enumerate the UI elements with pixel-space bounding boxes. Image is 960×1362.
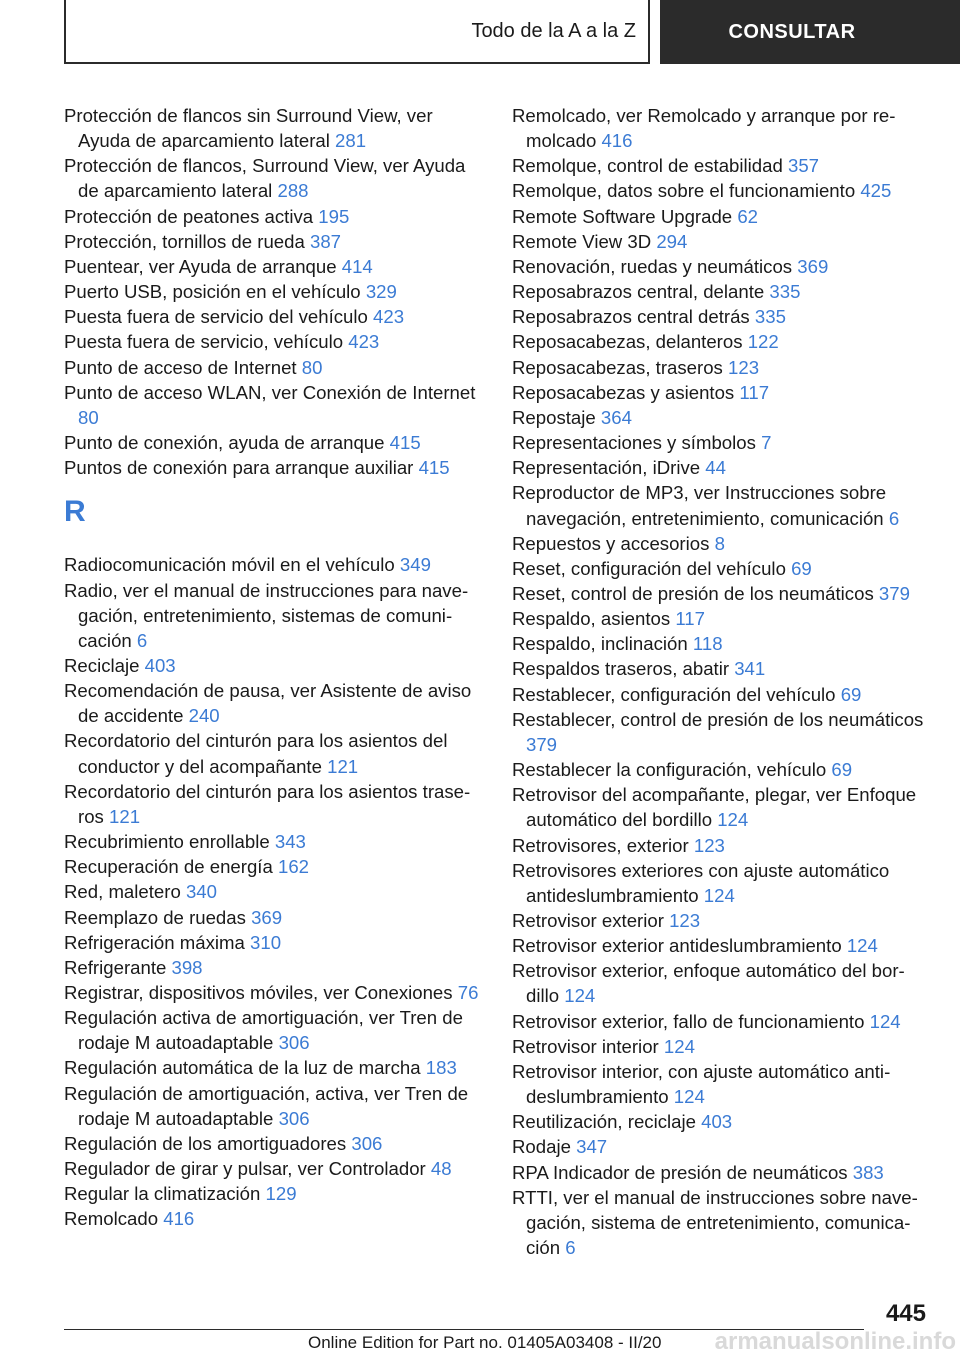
index-entry xyxy=(64,1055,484,1080)
index-group-p xyxy=(64,103,484,480)
index-entry xyxy=(64,355,484,380)
index-entry-text: Retrovisor interior, con ajuste automático antideslumbramiento xyxy=(512,1060,891,1108)
tab-consult-label: CONSULTAR xyxy=(728,20,856,43)
index-entry xyxy=(64,980,484,1005)
page-reference-link[interactable]: 123 xyxy=(693,834,725,856)
index-entry xyxy=(512,707,930,757)
index-entry xyxy=(64,279,484,304)
index-entry xyxy=(512,304,930,329)
index-entry-text: Reproductor de MP3, ver Instrucciones sobre navegación, entretenimiento, comunicación xyxy=(512,482,887,529)
page-reference-link[interactable]: 335 xyxy=(754,306,786,328)
page-reference-link[interactable]: 379 xyxy=(526,733,558,755)
index-entry-text: Refrigerante xyxy=(64,956,167,978)
index-entry-text: Remolque, datos sobre el funcionamiento xyxy=(512,180,856,202)
index-entry xyxy=(512,531,930,556)
index-column-right xyxy=(512,103,930,1260)
index-entry xyxy=(64,930,484,955)
index-entry xyxy=(512,556,930,581)
page-reference-link[interactable]: 349 xyxy=(399,554,431,576)
index-entry xyxy=(512,1009,930,1034)
index-entry-text: Protección de flancos, Surround View, ver Ayuda de aparcamiento lateral xyxy=(64,155,466,202)
index-entry xyxy=(512,254,930,279)
page-reference-link[interactable]: 183 xyxy=(425,1057,457,1079)
page-reference-link[interactable]: 124 xyxy=(703,884,735,906)
page-reference-link[interactable]: 124 xyxy=(564,985,596,1007)
tab-consult[interactable] xyxy=(660,0,960,64)
index-entry-text: Respaldos traseros, abatir xyxy=(512,658,730,680)
index-entry-text: Respaldo, asientos xyxy=(512,608,671,630)
page-reference-link[interactable]: 387 xyxy=(310,230,342,252)
index-entry-text: Remolcado, ver Remolcado y arranque por remolcado xyxy=(512,105,896,152)
index-entry-text: Remote View 3D xyxy=(512,230,652,252)
index-column-left xyxy=(64,103,484,1232)
index-entry xyxy=(64,329,484,354)
tab-a-to-z[interactable] xyxy=(64,0,650,64)
index-entry-text: Punto de acceso de Internet xyxy=(64,356,297,378)
index-entry-text: Red, maletero xyxy=(64,881,181,903)
index-entry xyxy=(512,958,930,1008)
index-entry xyxy=(64,578,484,653)
page-reference-link[interactable]: 8 xyxy=(714,532,725,554)
index-entry-text: Recuperación de energía xyxy=(64,856,273,878)
page-reference-link[interactable]: 423 xyxy=(348,331,380,353)
index-entry-text: Retrovisores exteriores con ajuste automático antideslumbramiento xyxy=(512,859,890,906)
index-entry-text: Restablecer, control de presión de los neumáticos xyxy=(512,708,924,730)
index-entry xyxy=(512,1160,930,1185)
page-reference-link[interactable]: 195 xyxy=(318,205,350,227)
index-group-r xyxy=(64,552,484,1231)
page-reference-link[interactable]: 383 xyxy=(852,1161,884,1183)
page-reference-link[interactable]: 364 xyxy=(600,406,632,428)
index-entry xyxy=(512,229,930,254)
index-entry xyxy=(64,229,484,254)
index-entry-text: Remolcado xyxy=(64,1208,159,1230)
index-entry xyxy=(64,728,484,778)
page-reference-link[interactable]: 123 xyxy=(728,356,760,378)
index-entry xyxy=(512,1059,930,1109)
page-reference-link[interactable]: 124 xyxy=(673,1086,705,1108)
index-entry xyxy=(64,204,484,229)
index-entry xyxy=(64,829,484,854)
index-entry xyxy=(64,153,484,203)
index-entry-text: Reposacabezas, traseros xyxy=(512,356,723,378)
page-reference-link[interactable]: 335 xyxy=(769,281,801,303)
page-reference-link[interactable]: 117 xyxy=(739,381,770,403)
page-reference-link[interactable]: 121 xyxy=(109,805,141,827)
page-reference-link[interactable]: 240 xyxy=(188,705,220,727)
page-reference-link[interactable]: 129 xyxy=(265,1183,297,1205)
page-reference-link[interactable]: 6 xyxy=(136,629,148,651)
index-entry-text: Regulación automática de la luz de marcha xyxy=(64,1057,421,1079)
index-entry-text: Reposacabezas, delanteros xyxy=(512,331,743,353)
page-number: 445 xyxy=(885,1300,926,1327)
index-entry-text: Radio, ver el manual de instrucciones para navegación, entretenimiento, sistemas de comunicación xyxy=(64,579,469,651)
index-entry xyxy=(512,1134,930,1159)
index-entry-text: Remote Software Upgrade xyxy=(512,205,733,227)
page-reference-link[interactable]: 123 xyxy=(669,910,701,931)
index-entry xyxy=(512,405,930,430)
page-reference-link[interactable]: 369 xyxy=(251,906,283,928)
page-reference-link[interactable]: 343 xyxy=(274,831,306,853)
index-entry-text: Retrovisor exterior, fallo de funcionamiento xyxy=(512,1010,865,1032)
index-entry-text: Protección, tornillos de rueda xyxy=(64,230,305,252)
page-reference-link[interactable]: 76 xyxy=(457,982,479,1003)
index-entry-text: Regular la climatización xyxy=(64,1183,261,1205)
page-reference-link[interactable]: 69 xyxy=(791,557,812,579)
index-entry-text: Repuestos y accesorios xyxy=(512,532,710,554)
index-entry-text: Radiocomunicación móvil en el vehículo xyxy=(64,554,395,576)
index-entry-text: Regulación de los amortiguadores xyxy=(64,1132,347,1154)
header-tabs xyxy=(64,0,960,64)
index-entry xyxy=(512,757,930,782)
page-reference-link[interactable]: 403 xyxy=(144,654,176,676)
page-reference-link[interactable]: 294 xyxy=(656,230,688,252)
index-entry-text: Regulación activa de amortiguación, ver Tren de rodaje M autoadaptable xyxy=(64,1007,463,1054)
index-entry xyxy=(512,178,930,203)
index-entry-text: Reutilización, reciclaje xyxy=(512,1111,696,1133)
page-reference-link[interactable]: 306 xyxy=(278,1107,310,1129)
page-reference-link[interactable]: 398 xyxy=(171,956,203,978)
index-entry xyxy=(512,858,930,908)
page-reference-link[interactable]: 329 xyxy=(365,281,397,303)
index-entry-text: Regulador de girar y pulsar, ver Controlador xyxy=(64,1158,426,1180)
index-entry-text: Punto de conexión, ayuda de arranque xyxy=(64,432,385,454)
index-entry xyxy=(64,879,484,904)
page-reference-link[interactable]: 415 xyxy=(418,457,450,479)
page-reference-link[interactable]: 62 xyxy=(737,205,758,227)
page-reference-link[interactable]: 416 xyxy=(163,1208,195,1230)
index-entry xyxy=(512,581,930,606)
index-entry-text: Recomendación de pausa, ver Asistente de aviso de accidente xyxy=(64,680,472,727)
page-reference-link[interactable]: 117 xyxy=(675,608,705,630)
index-entry-text: Representación, iDrive xyxy=(512,457,701,479)
page-reference-link[interactable]: 281 xyxy=(335,130,367,152)
index-entry-text: Puntos de conexión para arranque auxiliar xyxy=(64,457,414,479)
page-reference-link[interactable]: 69 xyxy=(840,683,862,705)
index-entry-text: Reposabrazos central, delante xyxy=(512,281,765,303)
index-entry-text: Registrar, dispositivos móviles, ver Conexiones xyxy=(64,982,453,1003)
index-entry xyxy=(64,552,484,577)
page-reference-link[interactable]: 124 xyxy=(717,809,749,831)
index-entry xyxy=(64,103,484,153)
index-entry xyxy=(512,1034,930,1059)
index-entry xyxy=(64,1156,484,1181)
index-entry-text: Rodaje xyxy=(512,1136,571,1158)
page-reference-link[interactable]: 340 xyxy=(185,881,217,903)
index-entry xyxy=(512,153,930,178)
index-group-r-continued xyxy=(512,103,930,1260)
index-entry-text: RTTI, ver el manual de instrucciones sobre navegación, sistema de entretenimiento, comunicación xyxy=(512,1186,918,1259)
index-entry xyxy=(64,1181,484,1206)
page-reference-link[interactable]: 6 xyxy=(565,1237,576,1259)
index-entry-text: Reemplazo de ruedas xyxy=(64,906,246,928)
index-entry xyxy=(64,653,484,678)
page-reference-link[interactable]: 118 xyxy=(692,633,723,655)
index-entry xyxy=(64,254,484,279)
index-entry-text: Punto de acceso WLAN, ver Conexión de Internet xyxy=(64,381,476,403)
index-entry xyxy=(512,782,930,832)
index-entry xyxy=(512,606,930,631)
index-entry xyxy=(64,955,484,980)
index-entry-text: Reset, control de presión de los neumáticos xyxy=(512,582,874,604)
index-entry xyxy=(64,905,484,930)
index-entry xyxy=(64,779,484,829)
watermark: armanualsonline.info xyxy=(714,1328,956,1355)
index-entry xyxy=(64,1081,484,1131)
page-reference-link[interactable]: 80 xyxy=(301,356,323,378)
index-entry-text: RPA Indicador de presión de neumáticos xyxy=(512,1161,848,1183)
index-entry-text: Respaldo, inclinación xyxy=(512,633,688,655)
index-entry-text: Restablecer, configuración del vehículo xyxy=(512,683,836,705)
page-reference-link[interactable]: 357 xyxy=(787,155,820,177)
index-entry xyxy=(64,1206,484,1231)
index-entry-text: Renovación, ruedas y neumáticos xyxy=(512,255,793,277)
index-entry xyxy=(64,1005,484,1055)
index-entry xyxy=(64,380,484,430)
index-entry xyxy=(512,656,930,681)
footer-edition: Online Edition for Part no. 01405A03408 - II/20 xyxy=(308,1333,662,1352)
page-reference-link[interactable]: 341 xyxy=(734,658,766,680)
index-entry-text: Reciclaje xyxy=(64,654,140,676)
index-entry-text: Recordatorio del cinturón para los asientos traseros xyxy=(64,780,471,827)
index-entry xyxy=(64,304,484,329)
index-entry-text: Reposabrazos central detrás xyxy=(512,306,750,328)
index-entry-text: Retrovisor exterior, enfoque automático del bordillo xyxy=(512,960,905,1007)
index-entry-text: Restablecer la configuración, vehículo xyxy=(512,759,827,781)
index-entry-text: Retrovisor exterior antideslumbramiento xyxy=(512,935,842,957)
page-reference-link[interactable]: 288 xyxy=(277,180,309,202)
index-entry-text: Protección de flancos sin Surround View, ver Ayuda de aparcamiento lateral xyxy=(64,105,433,152)
index-entry xyxy=(512,329,930,354)
index-entry-text: Remolque, control de estabilidad xyxy=(512,155,783,177)
index-entry xyxy=(512,933,930,958)
page-reference-link[interactable]: 423 xyxy=(373,306,405,328)
tab-a-to-z-label: Todo de la A a la Z xyxy=(471,19,636,42)
page-reference-link[interactable]: 48 xyxy=(430,1158,452,1180)
index-entry xyxy=(64,854,484,879)
index-entry xyxy=(512,631,930,656)
index-entry-text: Reset, configuración del vehículo xyxy=(512,557,786,579)
page-reference-link[interactable]: 122 xyxy=(747,331,779,353)
index-entry xyxy=(512,455,930,480)
index-entry-text: Retrovisor exterior xyxy=(512,910,664,931)
index-entry xyxy=(512,355,930,380)
page-reference-link[interactable]: 379 xyxy=(878,582,910,604)
index-entry-text: Retrovisores, exterior xyxy=(512,834,689,856)
index-entry xyxy=(512,908,930,933)
page-reference-link[interactable]: 310 xyxy=(250,931,282,953)
page-reference-link[interactable]: 403 xyxy=(701,1111,733,1133)
page-reference-link[interactable]: 80 xyxy=(78,406,99,428)
index-entry xyxy=(512,103,930,153)
index-entry-text: Puerto USB, posición en el vehículo xyxy=(64,281,361,303)
page-reference-link[interactable]: 6 xyxy=(888,507,900,529)
index-entry-text: Retrovisor del acompañante, plegar, ver Enfoque automático del bordillo xyxy=(512,784,917,831)
index-entry-text: Recordatorio del cinturón para los asientos del conductor y del acompañante xyxy=(64,730,448,777)
page-reference-link[interactable]: 124 xyxy=(846,935,878,957)
index-entry xyxy=(64,455,484,480)
index-entry-text: Recubrimiento enrollable xyxy=(64,831,270,853)
index-entry-text: Puesta fuera de servicio, vehículo xyxy=(64,331,344,353)
index-entry xyxy=(512,480,930,530)
index-entry xyxy=(512,833,930,858)
index-entry xyxy=(512,279,930,304)
page-reference-link[interactable]: 7 xyxy=(761,432,772,454)
index-entry-text: Puentear, ver Ayuda de arranque xyxy=(64,255,337,277)
index-entry-text: Regulación de amortiguación, activa, ver Tren de rodaje M autoadaptable xyxy=(64,1082,469,1129)
page-reference-link[interactable]: 347 xyxy=(576,1136,608,1158)
page-reference-link[interactable]: 162 xyxy=(277,856,310,878)
page-reference-link[interactable]: 425 xyxy=(860,180,892,202)
index-entry-text: Retrovisor interior xyxy=(512,1035,659,1057)
index-entry-text: Representaciones y símbolos xyxy=(512,432,756,454)
index-entry-text: Refrigeración máxima xyxy=(64,931,245,953)
page-reference-link[interactable]: 124 xyxy=(869,1010,901,1032)
index-entry xyxy=(64,430,484,455)
page-reference-link[interactable]: 124 xyxy=(663,1035,695,1057)
page-reference-link[interactable]: 414 xyxy=(341,255,373,277)
index-entry xyxy=(512,430,930,455)
index-entry xyxy=(512,1185,930,1260)
page-reference-link[interactable]: 44 xyxy=(705,457,726,479)
index-entry-text: Reposacabezas y asientos xyxy=(512,381,735,403)
page-reference-link[interactable]: 415 xyxy=(389,432,421,454)
index-entry-text: Puesta fuera de servicio del vehículo xyxy=(64,306,368,328)
page-reference-link[interactable]: 121 xyxy=(327,755,359,777)
page-reference-link[interactable]: 416 xyxy=(601,130,633,152)
index-entry xyxy=(512,1109,930,1134)
index-entry xyxy=(64,678,484,728)
index-entry xyxy=(512,682,930,707)
index-entry xyxy=(64,1131,484,1156)
page-reference-link[interactable]: 69 xyxy=(831,759,853,781)
index-entry-text: Protección de peatones activa xyxy=(64,205,314,227)
index-entry xyxy=(512,204,930,229)
index-entry-text: Repostaje xyxy=(512,406,596,428)
index-entry xyxy=(512,380,930,405)
section-letter-r: R xyxy=(64,495,86,529)
page-reference-link[interactable]: 306 xyxy=(351,1132,383,1154)
page-reference-link[interactable]: 306 xyxy=(278,1032,310,1054)
page-reference-link[interactable]: 369 xyxy=(797,255,829,277)
